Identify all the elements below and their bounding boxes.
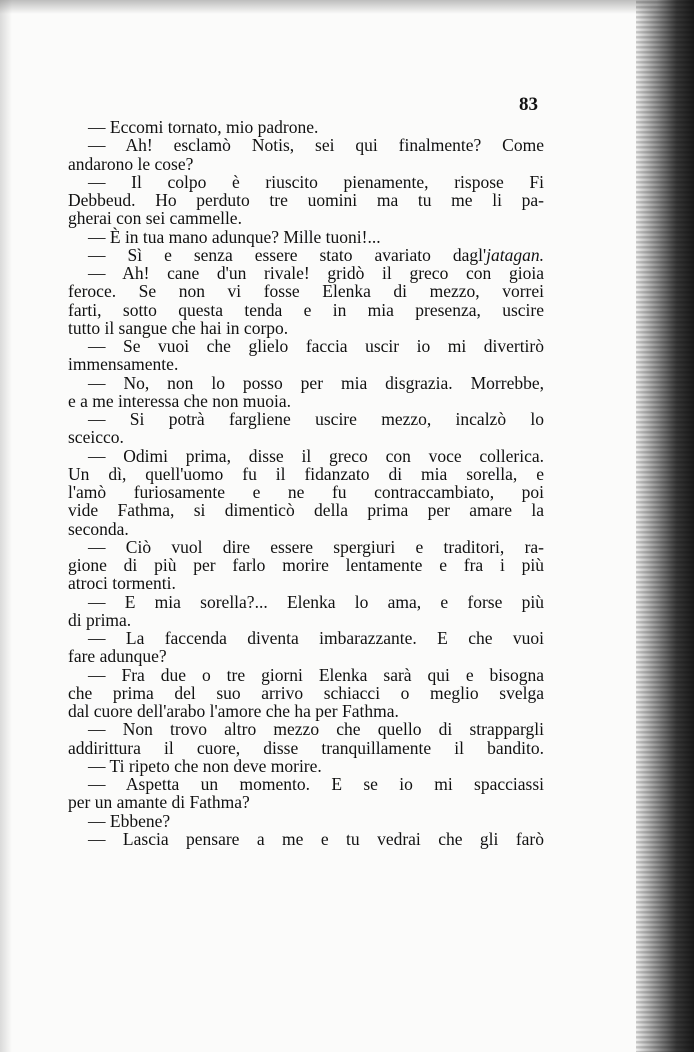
text-line: [68, 374, 544, 392]
text-line: [68, 428, 544, 446]
text-line-content: addirittura il cuore, disse tranquillamente il bandito.: [68, 737, 544, 758]
text-line-content: — Ti ripeto che non deve morire.: [88, 755, 322, 776]
text-line: [68, 629, 544, 647]
text-line-content: atroci tormenti.: [68, 573, 176, 594]
text-line-content: gione di più per farlo morire lentamente e fra i più: [68, 555, 544, 575]
page-binding-edge: [636, 0, 694, 1052]
text-line: [68, 793, 544, 811]
text-line: [68, 447, 544, 465]
italic-word: jatagan.: [486, 244, 544, 265]
text-line-content: Un dì, quell'uomo fu il fidanzato di mia sorella, e: [68, 463, 544, 484]
text-line-content: — Odimi prima, disse il greco con voce collerica.: [88, 445, 544, 466]
text-line: [68, 574, 544, 592]
text-line-content: — E mia sorella?... Elenka lo ama, e forse più: [88, 591, 544, 612]
text-line-content: e a me interessa che non muoia.: [68, 390, 292, 411]
text-line: [68, 209, 544, 227]
page-left-shadow: [0, 0, 12, 1052]
text-line-content: vide Fathma, si dimenticò della prima per amare la: [68, 500, 544, 521]
text-line-content: andarono le cose?: [68, 153, 194, 174]
text-line-content: Debbeud. Ho perduto tre uomini ma tu me li pa-: [68, 190, 544, 210]
text-line-content: che prima del suo arrivo schiacci o meglio svelga: [68, 682, 544, 703]
text-line: [68, 355, 544, 373]
text-line-content: per un amante di Fathma?: [68, 792, 250, 813]
text-line: [68, 666, 544, 684]
text-line-content: gherai con sei cammelle.: [68, 208, 242, 229]
text-line: [68, 556, 544, 574]
text-line: [68, 246, 544, 264]
text-line: [68, 501, 544, 519]
text-line: [68, 739, 544, 757]
text-line: [68, 702, 544, 720]
text-line-content: — Eccomi tornato, mio padrone.: [88, 117, 319, 137]
text-line-content: — Lascia pensare a me e tu vedrai che gli farò: [88, 828, 544, 849]
page-number: 83: [519, 94, 538, 115]
text-line: [68, 647, 544, 665]
text-line: [68, 465, 544, 483]
text-line-content: — La faccenda diventa imbarazzante. E che vuoi: [88, 628, 544, 648]
page-top-shadow: [0, 0, 694, 14]
text-line-content: — È in tua mano adunque? Mille tuoni!...: [88, 226, 381, 247]
text-line: [68, 337, 544, 355]
text-line-content: immensamente.: [68, 354, 179, 375]
text-line-content: — Sì e senza essere stato avariato dagl': [88, 244, 487, 265]
text-line-content: — Non trovo altro mezzo che quello di strappargli: [88, 719, 544, 740]
text-line-content: sceicco.: [68, 427, 124, 448]
text-line-content: dal cuore dell'arabo l'amore che ha per Fathma.: [68, 701, 399, 721]
text-line-content: feroce. Se non vi fosse Elenka di mezzo, vorrei: [68, 281, 544, 302]
text-line: [68, 392, 544, 410]
text-line: [68, 483, 544, 501]
text-line: [68, 173, 544, 191]
text-line-content: — Si potrà fargliene uscire mezzo, incalzò lo: [88, 409, 544, 429]
text-line: [68, 684, 544, 702]
text-line: [68, 812, 544, 830]
text-line: [68, 228, 544, 246]
text-line: [68, 118, 544, 136]
text-line: [68, 136, 544, 154]
text-line: [68, 593, 544, 611]
text-line-content: farti, sotto questa tenda e in mia presenza, uscire: [68, 299, 544, 320]
text-line: [68, 282, 544, 300]
text-line: [68, 191, 544, 209]
text-line: [68, 757, 544, 775]
text-line: [68, 538, 544, 556]
text-line: [68, 775, 544, 793]
text-line-content: — Aspetta un momento. E se io mi spacciassi: [88, 774, 544, 794]
text-line-content: fare adunque?: [68, 646, 167, 667]
text-line: [68, 720, 544, 738]
text-line: [68, 155, 544, 173]
text-line: [68, 319, 544, 337]
text-line-content: — No, non lo posso per mia disgrazia. Morrebbe,: [88, 372, 544, 393]
text-line-content: — Se vuoi che glielo faccia uscir io mi divertirò: [88, 336, 544, 356]
text-line-content: — Fra due o tre giorni Elenka sarà qui e bisogna: [88, 664, 544, 685]
text-line-content: seconda.: [68, 518, 129, 539]
text-line-content: — Il colpo è riuscito pienamente, rispose Fi: [88, 171, 544, 192]
text-line-content: l'amò furiosamente e ne fu contraccambiato, poi: [68, 482, 544, 502]
text-line: [68, 301, 544, 319]
text-line-content: — Ebbene?: [88, 810, 171, 831]
text-line: [68, 611, 544, 629]
text-line-content: — Ah! cane d'un rivale! gridò il greco con gioia: [88, 263, 544, 283]
text-line-content: — Ciò vuol dire essere spergiuri e traditori, ra-: [88, 536, 544, 557]
text-line: [68, 264, 544, 282]
text-line: [68, 410, 544, 428]
text-line: [68, 830, 544, 848]
text-line-content: tutto il sangue che hai in corpo.: [68, 317, 289, 338]
text-line-content: — Ah! esclamò Notis, sei qui finalmente? Come: [88, 135, 544, 156]
body-text: [68, 118, 544, 848]
text-line: [68, 520, 544, 538]
text-line-content: di prima.: [68, 609, 132, 630]
